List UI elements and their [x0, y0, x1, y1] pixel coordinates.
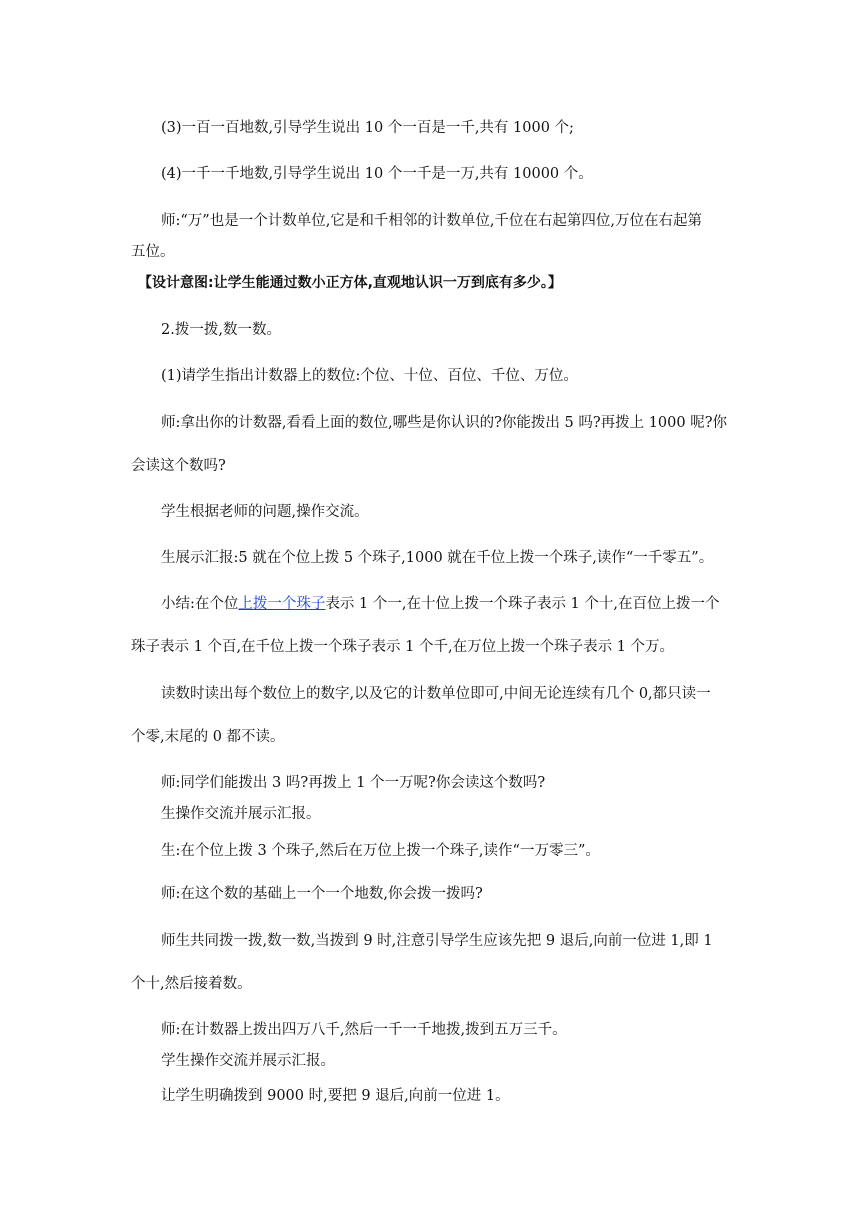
paragraph-count-together: 师生共同拨一拨,数一数,当拨到 9 时,注意引导学生应该先把 9 退后,向前一位进 1,即 1: [161, 933, 713, 949]
paragraph-student-answer: 生:在个位上拨 3 个珠子,然后在万位上拨一个珠子,读作“一万零三”。: [161, 843, 600, 859]
paragraph-teacher-three: 师:同学们能拨出 3 吗?再拨上 1 个一万呢?你会读这个数吗?: [161, 775, 546, 791]
design-intent: 【设计意图:让学生能通过数小正方体,直观地认识一万到底有多少。】: [138, 275, 562, 291]
paragraph-teacher-48000: 师:在计数器上拨出四万八千,然后一千一千地拨,拨到五万三千。: [161, 1022, 567, 1038]
paragraph-reading-rule: 读数时读出每个数位上的数字,以及它的计数单位即可,中间无论连续有几个 0,都只读一: [161, 686, 711, 702]
paragraph-students-exchange: 学生根据老师的问题,操作交流。: [161, 504, 369, 520]
paragraph-count-together-cont: 个十,然后接着数。: [131, 976, 252, 992]
paragraph-place-values: (1)请学生指出计数器上的数位:个位、十位、百位、千位、万位。: [161, 368, 578, 384]
paragraph-summary-cont: 珠子表示 1 个百,在千位上拨一个珠子表示 1 个千,在万位上拨一个珠子表示 1 个万。: [131, 639, 675, 655]
paragraph-summary: [161, 594, 730, 614]
paragraph-students-report: 学生操作交流并展示汇报。: [161, 1053, 335, 1069]
summary-rest: 表示 1 个一,在十位上拨一个珠子表示 1 个十,在百位上拨一个: [325, 596, 720, 612]
paragraph-teacher-abacus: 师:拿出你的计数器,看看上面的数位,哪些是你认识的?你能拨出 5 吗?再拨上 1000 呢?你: [161, 415, 727, 431]
paragraph-carry-rule: 让学生明确拨到 9000 时,要把 9 退后,向前一位进 1。: [161, 1088, 510, 1104]
paragraph-teacher-abacus-cont: 会读这个数吗?: [131, 458, 226, 474]
section-heading-abacus: 2.拨一拨,数一数。: [161, 322, 281, 338]
paragraph-teacher-wan-unit-cont: 五位。: [131, 244, 175, 260]
paragraph-count-thousands: (4)一千一千地数,引导学生说出 10 个一千是一万,共有 10000 个。: [161, 166, 593, 182]
paragraph-teacher-wan-unit: 师:“万”也是一个计数单位,它是和千相邻的计数单位,千位在右起第四位,万位在右起第: [161, 213, 703, 229]
paragraph-count-hundreds: (3)一百一百地数,引导学生说出 10 个一百是一千,共有 1000 个;: [161, 120, 574, 136]
paragraph-student-report: 生展示汇报:5 就在个位上拨 5 个珠子,1000 就在千位上拨一个珠子,读作“一千零五”。: [161, 550, 714, 566]
summary-prefix: 小结:在个位: [161, 596, 239, 612]
paragraph-teacher-count: 师:在这个数的基础上一个一个地数,你会拨一拨吗?: [161, 886, 483, 902]
paragraph-reading-rule-cont: 个零,末尾的 0 都不读。: [131, 729, 285, 745]
summary-link[interactable]: 上拨一个珠子: [238, 596, 326, 612]
paragraph-student-operate: 生操作交流并展示汇报。: [161, 806, 321, 822]
